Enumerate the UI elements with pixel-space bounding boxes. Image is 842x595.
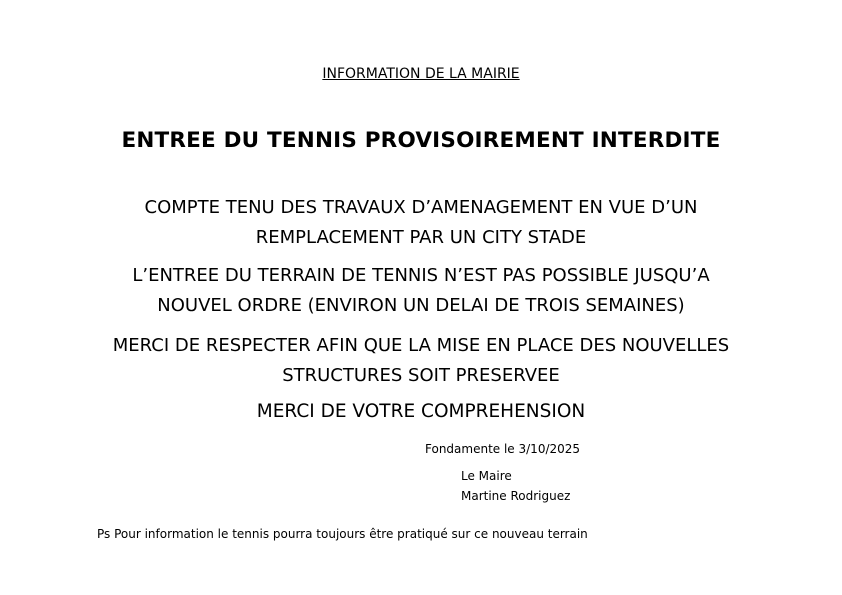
postscript: Ps Pour information le tennis pourra toujours être pratiqué sur ce nouveau terrain: [97, 527, 588, 541]
signature-role: Le Maire: [461, 469, 512, 483]
paragraph-line: STRUCTURES SOIT PRESERVEE: [282, 365, 560, 386]
paragraph-respect: [0, 331, 842, 391]
paragraph-works: [0, 193, 842, 253]
signature-name: Martine Rodriguez: [461, 489, 571, 503]
notice-title: ENTREE DU TENNIS PROVISOIREMENT INTERDITE: [121, 128, 721, 153]
thanks-line: MERCI DE VOTRE COMPREHENSION: [256, 401, 586, 422]
paragraph-access: [0, 261, 842, 321]
paragraph-line: COMPTE TENU DES TRAVAUX D’AMENAGEMENT EN VUE D’UN: [144, 197, 698, 218]
paragraph-line: REMPLACEMENT PAR UN CITY STADE: [255, 227, 587, 248]
paragraph-line: NOUVEL ORDRE (ENVIRON UN DELAI DE TROIS SEMAINES): [157, 295, 685, 316]
paragraph-line: MERCI DE RESPECTER AFIN QUE LA MISE EN PLACE DES NOUVELLES: [112, 335, 730, 356]
notice-header: INFORMATION DE LA MAIRIE: [322, 66, 520, 82]
dateline: Fondamente le 3/10/2025: [425, 442, 581, 456]
paragraph-line: L’ENTREE DU TERRAIN DE TENNIS N’EST PAS POSSIBLE JUSQU’A: [132, 265, 710, 286]
